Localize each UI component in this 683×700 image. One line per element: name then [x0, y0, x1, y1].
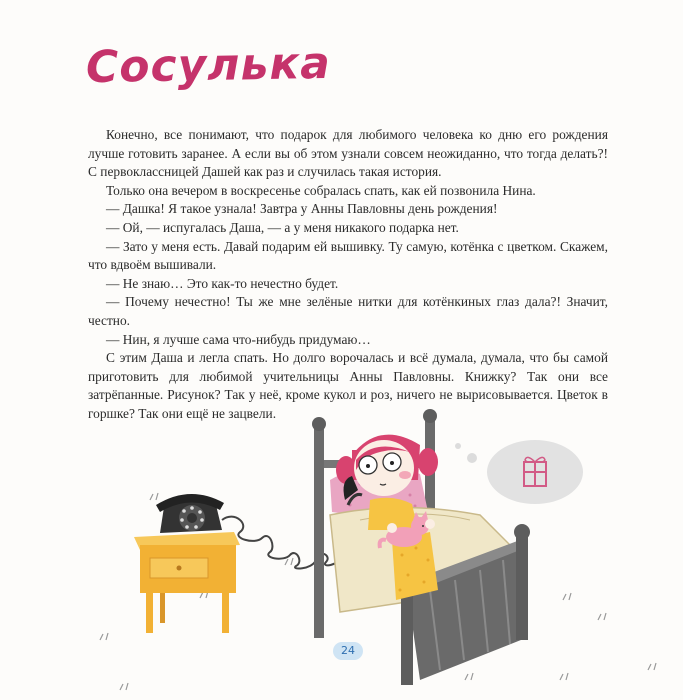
- paragraph: — Почему нечестно! Ты же мне зелёные нитки для котёнкиных глаз дала?! Значит, честно.: [88, 294, 608, 328]
- paragraph: — Ой, — испугалась Даша, — а у меня никакого подарка нет.: [106, 219, 459, 235]
- paragraph: — Нин, я лучше сама что-нибудь придумаю…: [106, 331, 371, 347]
- telephone-icon: [156, 494, 224, 533]
- paragraph: — Зато у меня есть. Давай подарим ей вышивку. Ту самую, котёнка с цветком. Скажем, что вдвоём вышивали.: [88, 238, 608, 273]
- paragraph: Только она вечером в воскресенье собралась спать, как ей позвонила Нина.: [106, 182, 536, 198]
- page-number: 24: [333, 642, 363, 660]
- bedside-table: [134, 532, 240, 633]
- paragraph: — Не знаю… Это как-то нечестно будет.: [106, 275, 339, 291]
- paragraph: Конечно, все понимают, что подарок для любимого человека ко дню его рождения лучше готовить заранее. А если вы об этом узнали совсем неожиданно, что тогда делать?! С первоклассницей Дашей как раз и случилась такая история.: [88, 127, 608, 180]
- paragraph: С этим Даша и легла спать. Но долго ворочалась и всё думала, думала, что бы самой приготовить для любимой учительницы Анны Павловны. Книжку? Так они все затрёпанные. Рисунок? Так у неё, кроме кукол и роз, ничего не вырисовывается. Цветок в горшке? Так они ещё не зацвели.: [88, 350, 608, 421]
- paragraph: — Дашка! Я такое узнала! Завтра у Анны Павловны день рождения!: [106, 201, 498, 217]
- chapter-title: Сосулька: [85, 37, 332, 94]
- thought-bubble: [455, 440, 583, 504]
